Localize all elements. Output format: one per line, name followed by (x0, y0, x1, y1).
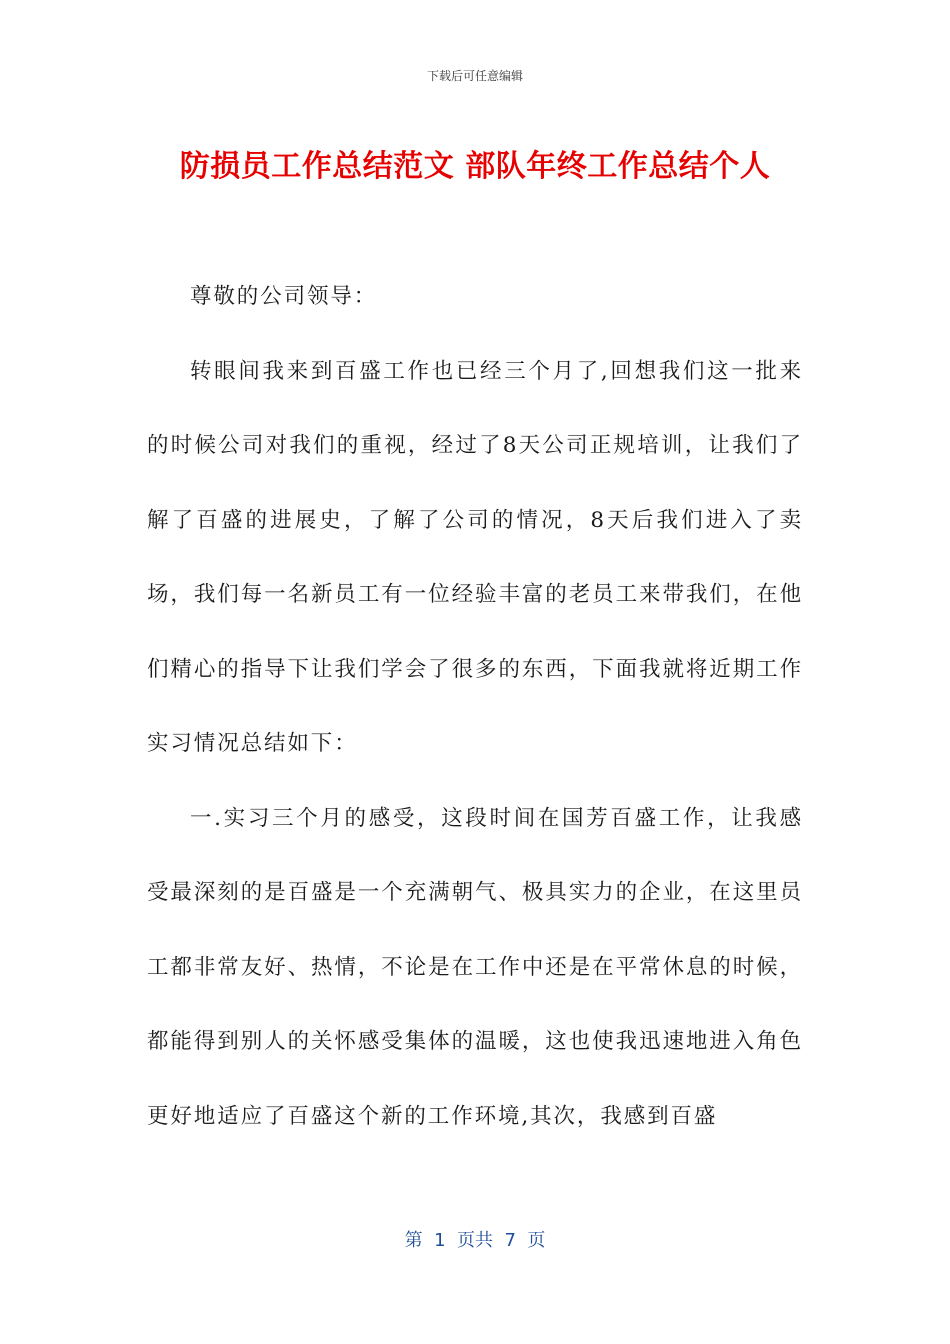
paragraph-salutation: 尊敬的公司领导： (190, 284, 378, 309)
document-body (147, 260, 803, 1154)
paragraph-intro: 转眼间我来到百盛工作也已经三个月了,回想我们这一批来的时候公司对我们的重视，经过了8天公司正规培训，让我们了解了百盛的进展史，了解了公司的情况，8天后我们进入了卖场，我们每一名新员工有一位经验丰富的老员工来带我们，在他们精心的指导下让我们学会了很多的东西，下面我就将近期工作实习情况总结如下： (147, 358, 803, 756)
header-note: 下载后可任意编辑 (426, 69, 523, 83)
paragraph-section-one: 一.实习三个月的感受，这段时间在国芳百盛工作，让我感受最深刻的是百盛是一个充满朝气、极具实力的企业，在这里员工都非常友好、热情，不论是在工作中还是在平常休息的时候，都能得到别人的关怀感受集体的温暖，这也使我迅速地进入角色更好地适应了百盛这个新的工作环境,其次，我感到百盛 (147, 805, 803, 1129)
page-footer: 第 1 页共 7 页 (404, 1230, 546, 1251)
document-title: 防损员工作总结范文 部队年终工作总结个人 (179, 149, 771, 184)
